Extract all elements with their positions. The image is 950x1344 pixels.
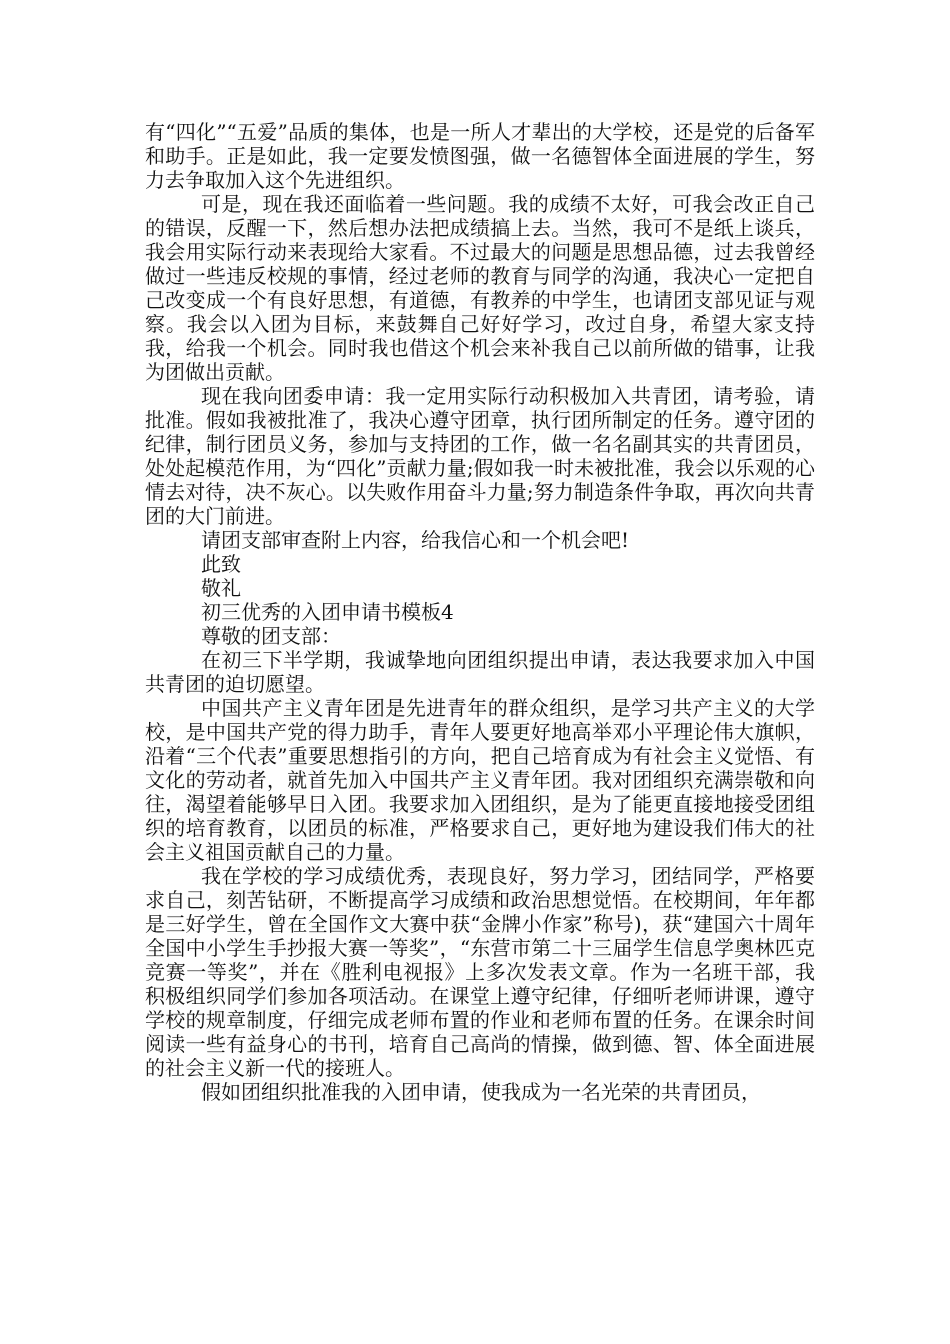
section-title: 初三优秀的入团申请书模板4 <box>201 600 454 624</box>
document-body <box>145 120 815 1104</box>
closing-salutation: 此致 <box>201 552 241 576</box>
closing-regards: 敬礼 <box>201 576 241 600</box>
paragraph: 中国共产主义青年团是先进青年的群众组织，是学习共产主义的大学校，是中国共产党的得力助手，青年人要更好地高举邓小平理论伟大旗帜，沿着“三个代表”重要思想指引的方向，把自己培育成为有社会主义觉悟、有文化的劳动者，就首先加入中国共产主义青年团。我对团组织充满崇敬和向往，渴望着能够早日入团。我要求加入团组织，是为了能更直接地接受团组织的培育教育，以团员的标准，严格要求自己，更好地为建设我们伟大的社会主义祖国贡献自己的力量。 <box>145 696 815 864</box>
paragraph: 可是，现在我还面临着一些问题。我的成绩不太好，可我会改正自己的错误，反醒一下，然后想办法把成绩搞上去。当然，我可不是纸上谈兵，我会用实际行动来表现给大家看。不过最大的问题是思想品德，过去我曾经做过一些违反校规的事情，经过老师的教育与同学的沟通，我决心一定把自己改变成一个有良好思想，有道德，有教养的中学生，也请团支部见证与观察。我会以入团为目标，来鼓舞自己好好学习，改过自身，希望大家支持我，给我一个机会。同时我也借这个机会来补我自己以前所做的错事，让我为团做出贡献。 <box>145 192 815 384</box>
paragraph: 假如团组织批准我的入团申请，使我成为一名光荣的共青团员， <box>201 1080 761 1104</box>
paragraph: 有“四化”“五爱”品质的集体，也是一所人才辈出的大学校，还是党的后备军和助手。正是如此，我一定要发愤图强，做一名德智体全面进展的学生，努力去争取加入这个先进组织。 <box>145 120 815 192</box>
paragraph: 请团支部审查附上内容，给我信心和一个机会吧! <box>201 528 630 552</box>
paragraph: 在初三下半学期，我诚挚地向团组织提出申请，表达我要求加入中国共青团的迫切愿望。 <box>145 648 815 696</box>
greeting: 尊敬的团支部： <box>201 624 341 648</box>
paragraph: 我在学校的学习成绩优秀，表现良好，努力学习，团结同学，严格要求自己，刻苦钻研，不断提高学习成绩和政治思想觉悟。在校期间，年年都是三好学生，曾在全国作文大赛中获“金牌小作家”称号)，获“建国六十周年全国中小学生手抄报大赛一等奖”，“东营市第二十三届学生信息学奥林匹克竞赛一等奖”，并在《胜利电视报》上多次发表文章。作为一名班干部，我积极组织同学们参加各项活动。在课堂上遵守纪律，仔细听老师讲课，遵守学校的规章制度，仔细完成老师布置的作业和老师布置的任务。在课余时间阅读一些有益身心的书刊，培育自己高尚的情操，做到德、智、体全面进展的社会主义新一代的接班人。 <box>145 864 815 1080</box>
paragraph: 现在我向团委申请：我一定用实际行动积极加入共青团，请考验，请批准。假如我被批准了，我决心遵守团章，执行团所制定的任务。遵守团的纪律，制行团员义务，参加与支持团的工作，做一名名副其实的共青团员，处处起模范作用，为“四化”贡献力量;假如我一时未被批准，我会以乐观的心情去对待，决不灰心。以失败作用奋斗力量;努力制造条件争取，再次向共青团的大门前进。 <box>145 384 815 528</box>
